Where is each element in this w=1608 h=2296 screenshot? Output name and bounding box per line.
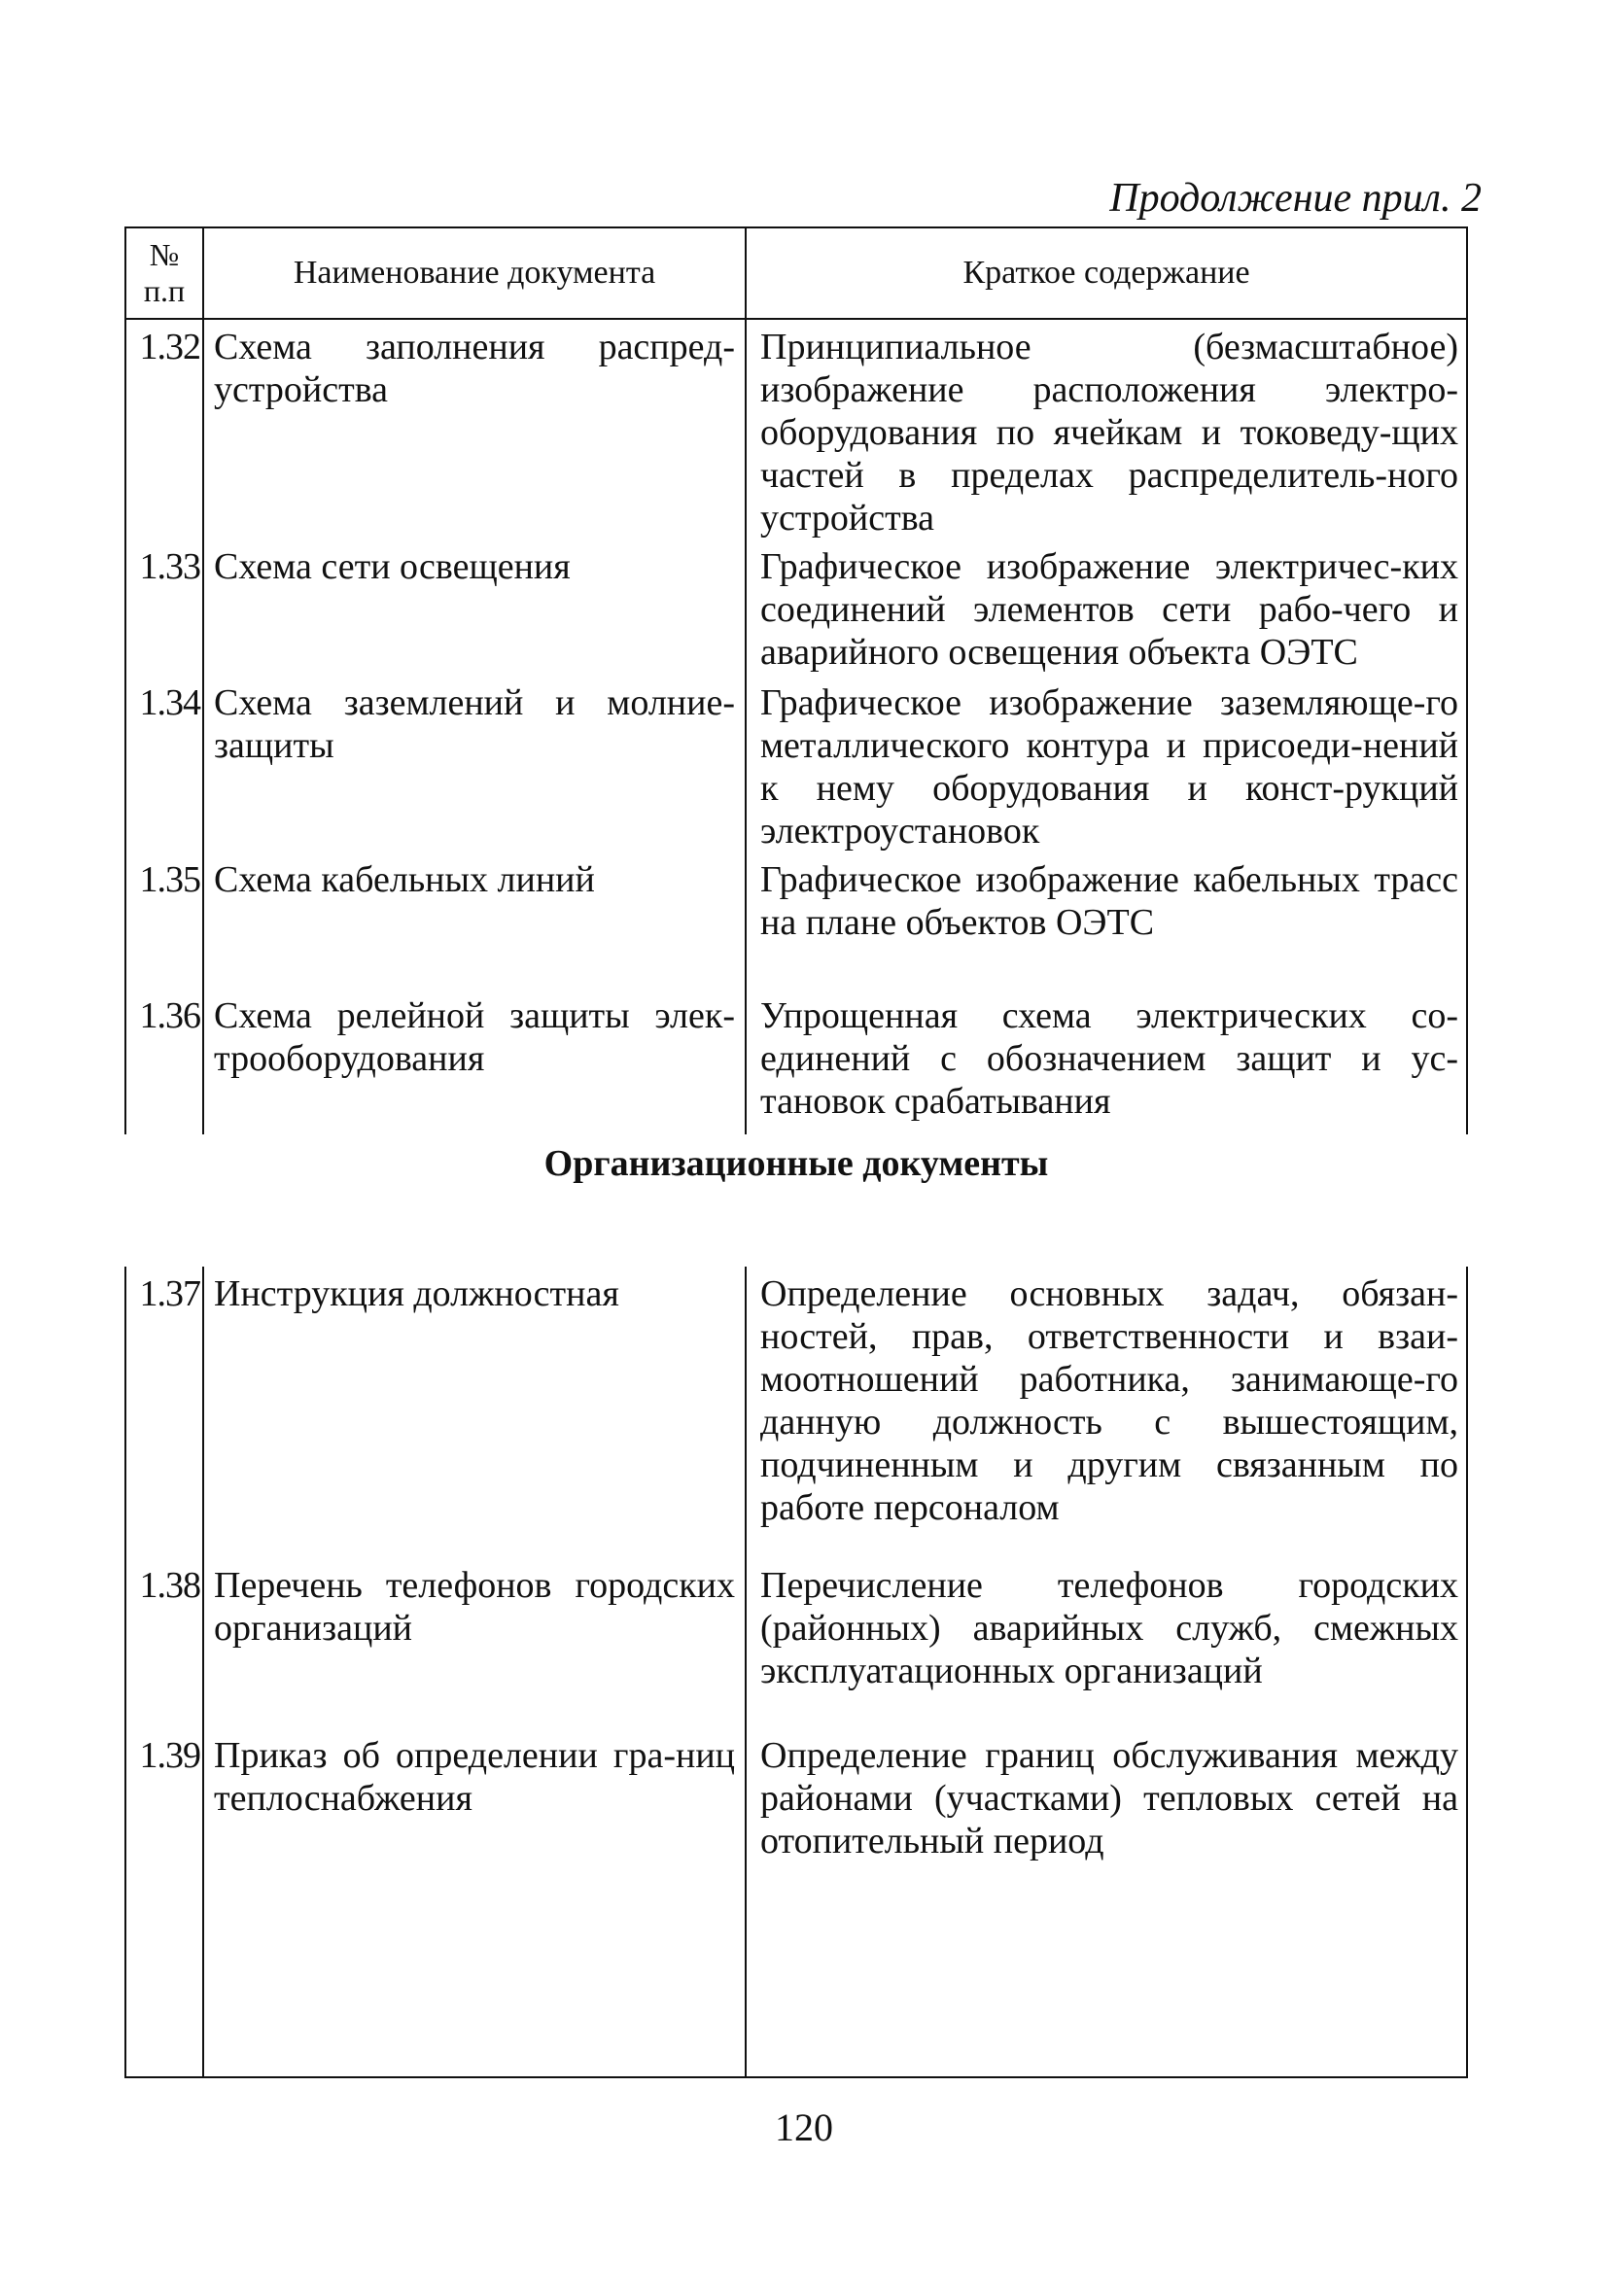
table-row (125, 1267, 1467, 1558)
row-number: 1.33 (125, 539, 203, 676)
table-row (125, 319, 1467, 539)
document-summary: Графическое изображение заземляюще-го металлического контура и присоеди-нений к нему оборудования и конст-рукций электроустановок (746, 676, 1467, 852)
row-number: 1.37 (125, 1267, 203, 1558)
table-row (125, 1558, 1467, 1728)
header-document-name: Наименование документа (203, 227, 746, 319)
continuation-note: Продолжение прил. 2 (1109, 176, 1482, 221)
header-summary: Краткое содержание (746, 227, 1467, 319)
table-row (125, 1728, 1467, 2077)
document-summary: Определение основных задач, обязан-ностей, прав, ответственности и взаи-моотношений работника, занимающе-го данную должность с вышестоящим, подчиненным и другим связанным по работе персоналом (746, 1267, 1467, 1558)
document-summary: Упрощенная схема электрических со-единений с обозначением защит и ус-тановок срабатывания (746, 989, 1467, 1134)
row-number: 1.32 (125, 319, 203, 539)
document-summary: Графическое изображение электричес-ких соединений элементов сети рабо-чего и аварийного освещения объекта ОЭТС (746, 539, 1467, 676)
documents-table (124, 226, 1468, 2078)
section-title: Организационные документы (543, 1143, 1049, 1184)
document-name: Инструкция должностная (203, 1267, 746, 1558)
row-number: 1.34 (125, 676, 203, 852)
document-summary: Графическое изображение кабельных трасс на плане объектов ОЭТС (746, 852, 1467, 989)
table-row (125, 676, 1467, 852)
document-name: Схема релейной защиты элек-трооборудования (203, 989, 746, 1134)
document-name: Схема кабельных линий (203, 852, 746, 989)
document-name: Схема заполнения распред-устройства (203, 319, 746, 539)
row-number: 1.35 (125, 852, 203, 989)
table-row (125, 539, 1467, 676)
document-name: Приказ об определении гра-ниц теплоснабжения (203, 1728, 746, 2077)
document-summary: Перечисление телефонов городских (районных) аварийных служб, смежных эксплуатационных организаций (746, 1558, 1467, 1728)
row-number: 1.39 (125, 1728, 203, 2077)
table-header-row (125, 227, 1467, 319)
row-number: 1.38 (125, 1558, 203, 1728)
section-row (125, 1134, 1467, 1267)
document-summary: Принципиальное (безмасштабное) изображение расположения электро-оборудования по ячейкам и токоведу-щих частей в пределах распределитель-ного устройства (746, 319, 1467, 539)
table-row (125, 989, 1467, 1134)
table-row (125, 852, 1467, 989)
row-number: 1.36 (125, 989, 203, 1134)
document-summary: Определение границ обслуживания между районами (участками) тепловых сетей на отопительный период (746, 1728, 1467, 2077)
document-name: Перечень телефонов городских организаций (203, 1558, 746, 1728)
document-name: Схема сети освещения (203, 539, 746, 676)
header-number: № п.п (125, 227, 203, 319)
page-number: 120 (775, 2105, 833, 2149)
document-name: Схема заземлений и молние-защиты (203, 676, 746, 852)
